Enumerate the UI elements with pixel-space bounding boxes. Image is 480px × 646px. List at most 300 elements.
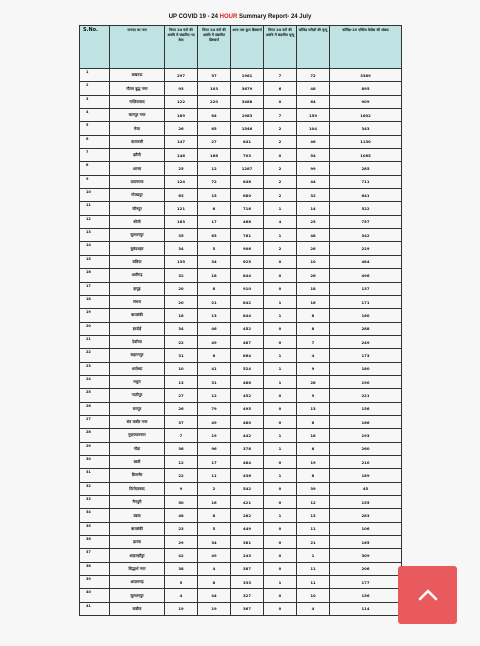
header-sno: S.No. [80,26,110,69]
table-row [80,189,402,202]
cell-new-cases: 20 [165,282,198,295]
cell-district: अलीगढ़ [110,269,165,282]
cell-district: लखनऊ [110,69,165,82]
cell-total-discharged: 367 [231,602,264,615]
cell-active-cases: 484 [330,255,402,268]
cell-district: गोंडा [110,442,165,455]
cell-district: गौतम बुद्ध नगर [110,82,165,95]
cell-active-cases: 177 [330,576,402,589]
cell-total-deaths: 13 [297,402,330,415]
cell-deaths-24h: 1 [264,442,297,455]
cell-new-cases: 26 [165,122,198,135]
cell-district: गाज़ीपुर [110,389,165,402]
cell-district: बिजनौर [110,469,165,482]
cell-discharged-24h: 19 [198,429,231,442]
cell-district: सहारनपुर [110,349,165,362]
cell-discharged-24h: 46 [198,322,231,335]
cell-sno: 5 [80,122,110,135]
header-active-cases: कोविड-19 एक्टिव केसेस की संख्या [330,26,402,69]
cell-active-cases: 166 [330,415,402,428]
cell-new-cases: 38 [165,562,198,575]
cell-active-cases: 160 [330,309,402,322]
cell-sno: 16 [80,269,110,282]
cell-sno: 32 [80,482,110,495]
cell-sno: 17 [80,282,110,295]
cell-discharged-24h: 19 [198,602,231,615]
cell-deaths-24h: 0 [264,149,297,162]
cell-active-cases: 171 [330,295,402,308]
cell-district: जौनपुर [110,202,165,215]
table-row [80,442,402,455]
cell-deaths-24h: 0 [264,602,297,615]
cell-discharged-24h: 17 [198,455,231,468]
cell-sno: 40 [80,589,110,602]
cell-deaths-24h: 6 [264,82,297,95]
cell-active-cases: 173 [330,349,402,362]
table-row [80,135,402,148]
cell-district: हापुड़ [110,282,165,295]
cell-new-cases: 147 [165,135,198,148]
cell-deaths-24h: 7 [264,69,297,82]
cell-deaths-24h: 1 [264,469,297,482]
table-row [80,149,402,162]
cell-total-discharged: 844 [231,269,264,282]
cell-deaths-24h: 0 [264,482,297,495]
table-row [80,69,402,82]
cell-deaths-24h: 2 [264,175,297,188]
cell-discharged-24h: 11 [198,469,231,482]
cell-total-deaths: 18 [297,282,330,295]
cell-district: प्रयागराज [110,175,165,188]
cell-discharged-24h: 12 [198,162,231,175]
cell-district: झाँसी [110,149,165,162]
cell-total-discharged: 484 [231,455,264,468]
header-deaths-24h: विगत 24 घंटों की अवधि में संक्रमित मृत्यु [264,26,297,69]
cell-active-cases: 137 [330,282,402,295]
table-row [80,576,402,589]
cell-sno: 27 [80,415,110,428]
table-row [80,215,402,228]
cell-total-discharged: 1287 [231,162,264,175]
cell-discharged-24h: 49 [198,335,231,348]
table-row [80,496,402,509]
cell-total-deaths: 64 [297,95,330,108]
cell-deaths-24h: 2 [264,162,297,175]
cell-district: अयोध्या [110,362,165,375]
cell-sno: 9 [80,175,110,188]
cell-total-discharged: 910 [231,282,264,295]
table-row [80,269,402,282]
cell-deaths-24h: 1 [264,309,297,322]
cell-sno: 33 [80,496,110,509]
cell-deaths-24h: 1 [264,576,297,589]
title-main: UP COVID 19 - 24 [168,14,220,20]
cell-total-deaths: 21 [297,536,330,549]
cell-district: बाराबंकी [110,522,165,535]
cell-total-discharged: 387 [231,562,264,575]
cell-new-cases: 36 [165,442,198,455]
cell-total-discharged: 436 [231,469,264,482]
cell-sno: 22 [80,349,110,362]
cell-new-cases: 135 [165,255,198,268]
cell-total-discharged: 480 [231,415,264,428]
cell-total-deaths: 26 [297,269,330,282]
table-row [80,562,402,575]
cell-total-deaths: 14 [297,202,330,215]
cell-discharged-24h: 63 [198,229,231,242]
cell-total-deaths: 46 [297,135,330,148]
cell-deaths-24h: 0 [264,536,297,549]
cell-deaths-24h: 0 [264,455,297,468]
cell-active-cases: 522 [330,202,402,215]
title-suffix: Summary Report- 24 July [237,14,312,20]
cell-sno: 26 [80,402,110,415]
cell-sno: 24 [80,375,110,388]
cell-deaths-24h: 0 [264,522,297,535]
cell-active-cases: 309 [330,549,402,562]
cell-discharged-24h: 15 [198,189,231,202]
table-row [80,175,402,188]
cell-district: गोरखपुर [110,189,165,202]
table-row [80,602,402,615]
cell-discharged-24h: 103 [198,82,231,95]
cell-total-discharged: 442 [231,429,264,442]
cell-discharged-24h: 34 [198,536,231,549]
cell-total-deaths: 12 [297,496,330,509]
cell-discharged-24h: 49 [198,549,231,562]
cell-new-cases: 9 [165,482,198,495]
cell-sno: 15 [80,255,110,268]
cell-total-deaths: 10 [297,255,330,268]
cell-active-cases: 757 [330,215,402,228]
cell-discharged-24h: 16 [198,496,231,509]
cell-deaths-24h: 1 [264,229,297,242]
cell-district: इटावा [110,536,165,549]
cell-district: सुल्तानपुर [110,229,165,242]
cell-district: मुज़फ्फरनगर [110,429,165,442]
cell-deaths-24h: 0 [264,589,297,602]
table-row [80,536,402,549]
cell-new-cases: 29 [165,536,198,549]
cell-new-cases: 297 [165,69,198,82]
cell-district: शाहजहाँपुर [110,549,165,562]
cell-discharged-24h: 17 [198,215,231,228]
cell-sno: 1 [80,69,110,82]
cell-new-cases: 63 [165,189,198,202]
cell-active-cases: 155 [330,496,402,509]
cell-active-cases: 711 [330,175,402,188]
cell-total-deaths: 8 [297,322,330,335]
cell-sno: 7 [80,149,110,162]
cell-sno: 12 [80,215,110,228]
cell-total-discharged: 864 [231,349,264,362]
cell-district: फ़िरोज़ाबाद [110,482,165,495]
cell-discharged-24h: 6 [198,349,231,362]
cell-total-discharged: 3488 [231,95,264,108]
cell-discharged-24h: 21 [198,295,231,308]
cell-district: मेरठ [110,122,165,135]
cell-deaths-24h: 1 [264,429,297,442]
cell-sno: 38 [80,562,110,575]
cell-total-discharged: 1961 [231,69,264,82]
cell-new-cases: 124 [165,175,198,188]
title-highlight: HOUR [219,14,238,20]
cell-district: आगरा [110,162,165,175]
cell-active-cases: 288 [330,322,402,335]
cell-total-discharged: 542 [231,482,264,495]
cell-new-cases: 18 [165,309,198,322]
table-row [80,549,402,562]
cell-discharged-24h: 72 [198,175,231,188]
table-row [80,202,402,215]
cell-total-discharged: 844 [231,309,264,322]
cell-deaths-24h: 7 [264,109,297,122]
cell-discharged-24h: 97 [198,69,231,82]
cell-total-discharged: 3679 [231,82,264,95]
report-title [0,14,480,20]
header-total-deaths: कोविड मरीज़ों की मृत्यु [297,26,330,69]
cell-active-cases: 106 [330,522,402,535]
cell-active-cases: 165 [330,536,402,549]
cell-new-cases: 32 [165,269,198,282]
cell-active-cases: 343 [330,122,402,135]
table-row [80,482,402,495]
cell-total-discharged: 381 [231,536,264,549]
cell-sno: 18 [80,295,110,308]
cell-new-cases: 42 [165,549,198,562]
cell-discharged-24h: 8 [198,576,231,589]
cell-active-cases: 342 [330,229,402,242]
cell-active-cases: 180 [330,362,402,375]
cell-total-discharged: 680 [231,189,264,202]
cell-total-discharged: 243 [231,549,264,562]
cell-new-cases: 189 [165,109,198,122]
cell-deaths-24h: 1 [264,362,297,375]
cell-discharged-24h: 65 [198,122,231,135]
cell-sno: 4 [80,109,110,122]
cell-new-cases: 37 [165,415,198,428]
cell-discharged-24h: 41 [198,362,231,375]
cell-new-cases: 163 [165,215,198,228]
cell-sno: 37 [80,549,110,562]
cell-active-cases: 249 [330,335,402,348]
table-body [80,69,402,616]
cell-total-discharged: 524 [231,362,264,375]
cell-total-discharged: 648 [231,175,264,188]
table-header-row [80,26,402,69]
cell-deaths-24h: 0 [264,402,297,415]
cell-sno: 8 [80,162,110,175]
cell-active-cases: 221 [330,389,402,402]
cell-active-cases: 260 [330,442,402,455]
table-row [80,375,402,388]
table-row [80,322,402,335]
cell-active-cases: 3389 [330,69,402,82]
cell-total-discharged: 842 [231,295,264,308]
cell-district: संभल [110,295,165,308]
cell-deaths-24h: 0 [264,95,297,108]
cell-new-cases: 25 [165,162,198,175]
cell-deaths-24h: 1 [264,295,297,308]
cell-new-cases: 34 [165,242,198,255]
cell-deaths-24h: 2 [264,122,297,135]
cell-discharged-24h: 27 [198,135,231,148]
cell-new-cases: 48 [165,509,198,522]
cell-active-cases: 156 [330,589,402,602]
cell-active-cases: 210 [330,455,402,468]
cell-district: उन्नाव [110,509,165,522]
cell-discharged-24h: 44 [198,589,231,602]
cell-discharged-24h: 64 [198,109,231,122]
cell-deaths-24h: 1 [264,349,297,362]
cell-total-deaths: 16 [297,295,330,308]
cell-discharged-24h: 220 [198,95,231,108]
cell-district: बुलंदशहर [110,242,165,255]
cell-district: संत कबीर नगर [110,415,165,428]
cell-discharged-24h: 5 [198,242,231,255]
table-row [80,415,402,428]
cell-total-discharged: 487 [231,335,264,348]
cell-active-cases: 156 [330,402,402,415]
cell-total-deaths: 8 [297,415,330,428]
cell-deaths-24h: 1 [264,509,297,522]
cell-discharged-24h: 4 [198,562,231,575]
cell-sno: 14 [80,242,110,255]
cell-total-discharged: 625 [231,255,264,268]
cell-total-deaths: 4 [297,349,330,362]
cell-new-cases: 22 [165,469,198,482]
cell-deaths-24h: 0 [264,549,297,562]
cell-active-cases: 1602 [330,109,402,122]
header-new-cases: विगत 24 घंटों की अवधि में संक्रमित नए केस [165,26,198,69]
cell-total-deaths: 44 [297,175,330,188]
cell-new-cases: 146 [165,149,198,162]
cell-total-discharged: 449 [231,522,264,535]
cell-district: रामपुर [110,402,165,415]
table-row [80,335,402,348]
cell-active-cases: 909 [330,95,402,108]
cell-deaths-24h: 4 [264,215,297,228]
cell-discharged-24h: 8 [198,282,231,295]
chevron-up-icon [417,588,439,602]
cell-district: सिद्धार्थ नगर [110,562,165,575]
cell-active-cases: 641 [330,189,402,202]
table-row [80,82,402,95]
cell-new-cases: 7 [165,429,198,442]
cell-discharged-24h: 2 [198,482,231,495]
cell-active-cases: 206 [330,562,402,575]
cell-district: सुल्तानपुर [110,589,165,602]
cell-district: मथुरा [110,375,165,388]
cell-total-deaths: 28 [297,375,330,388]
cell-new-cases: 10 [165,362,198,375]
cell-discharged-24h: 13 [198,309,231,322]
cell-sno: 10 [80,189,110,202]
cell-total-discharged: 378 [231,442,264,455]
cell-total-deaths: 99 [297,162,330,175]
cell-sno: 21 [80,335,110,348]
cell-sno: 2 [80,82,110,95]
cell-new-cases: 19 [165,602,198,615]
cell-total-deaths: 4 [297,602,330,615]
cell-total-deaths: 48 [297,82,330,95]
cell-total-discharged: 327 [231,589,264,602]
cell-active-cases: 1130 [330,135,402,148]
cell-new-cases: 12 [165,455,198,468]
cell-sno: 35 [80,522,110,535]
cell-district: बरेली [110,215,165,228]
cell-total-discharged: 468 [231,215,264,228]
cell-discharged-24h: 8 [198,509,231,522]
cell-new-cases: 34 [165,322,198,335]
cell-total-deaths: 18 [297,429,330,442]
cell-sno: 31 [80,469,110,482]
cell-deaths-24h: 0 [264,389,297,402]
cell-new-cases: 50 [165,496,198,509]
cell-district: बाराबंकी [110,309,165,322]
table-row [80,229,402,242]
cell-deaths-24h: 0 [264,496,297,509]
cell-new-cases: 122 [165,95,198,108]
cell-district: गाज़ियाबाद [110,95,165,108]
cell-discharged-24h: 31 [198,375,231,388]
cell-discharged-24h: 49 [198,415,231,428]
cell-total-deaths: 25 [297,215,330,228]
cell-new-cases: 121 [165,202,198,215]
cell-discharged-24h: 96 [198,442,231,455]
cell-total-deaths: 8 [297,309,330,322]
cell-district: आज़मगढ़ [110,576,165,589]
cell-sno: 34 [80,509,110,522]
cell-district: वाराणसी [110,135,165,148]
cell-total-deaths: 54 [297,149,330,162]
cell-district: बस्ती [110,455,165,468]
cell-active-cases: 283 [330,509,402,522]
cell-total-deaths: 159 [297,109,330,122]
cell-total-discharged: 1546 [231,122,264,135]
table-row [80,122,402,135]
cell-total-discharged: 703 [231,149,264,162]
cell-district: बलिया [110,255,165,268]
table-row [80,282,402,295]
table-row [80,589,402,602]
scroll-to-top-button[interactable] [398,566,457,624]
cell-active-cases: 190 [330,375,402,388]
cell-total-deaths: 32 [297,189,330,202]
cell-total-discharged: 1983 [231,109,264,122]
cell-new-cases: 4 [165,589,198,602]
table-row [80,362,402,375]
cell-deaths-24h: 0 [264,415,297,428]
table-row [80,295,402,308]
cell-deaths-24h: 0 [264,282,297,295]
table-row [80,429,402,442]
table-row [80,95,402,108]
cell-total-deaths: 8 [297,469,330,482]
cell-total-deaths: 9 [297,362,330,375]
cell-new-cases: 35 [165,229,198,242]
header-district: जनपद का नाम [110,26,165,69]
cell-total-deaths: 48 [297,229,330,242]
cell-district: हरदोई [110,322,165,335]
cell-deaths-24h: 2 [264,135,297,148]
cell-new-cases: 93 [165,82,198,95]
cell-sno: 25 [80,389,110,402]
cell-active-cases: 229 [330,242,402,255]
cell-active-cases: 285 [330,162,402,175]
table-row [80,509,402,522]
cell-total-discharged: 641 [231,135,264,148]
